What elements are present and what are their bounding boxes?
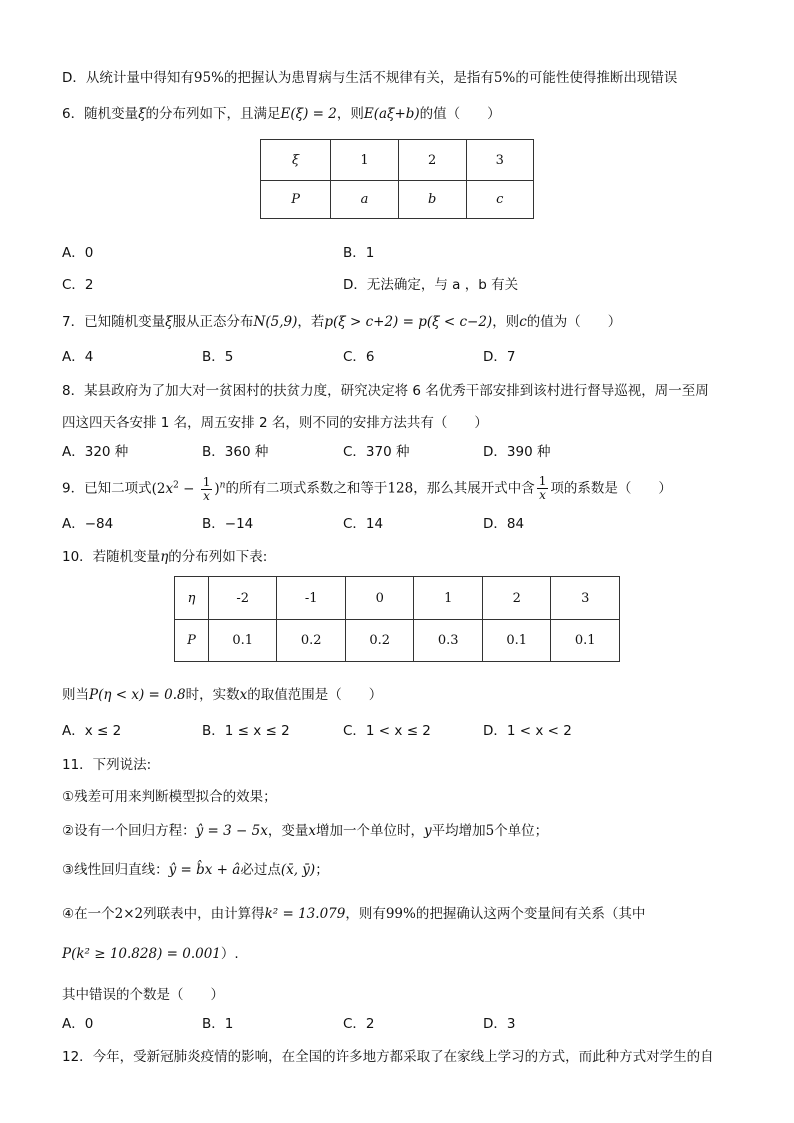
c-var: c	[519, 314, 527, 330]
table-cell: 1	[331, 140, 398, 181]
critical-prob: P(k² ≥ 10.828) = 0.001	[62, 946, 221, 962]
table-cell: P	[175, 620, 209, 662]
percent-5: 5%	[493, 70, 516, 86]
q11-statement-4-cont	[62, 942, 239, 962]
text: 个单位；	[494, 823, 549, 839]
table-cell: 0.1	[208, 620, 277, 662]
text: 增加一个单位时，	[315, 823, 424, 839]
table-cell: 0.2	[345, 620, 414, 662]
table-cell: 0.1	[482, 620, 551, 662]
table-cell: η	[175, 577, 209, 620]
table-cell: 0.2	[277, 620, 346, 662]
binomial-expr: ($2x^2$ − $\frac{1}{x}$ )$^n$	[151, 474, 226, 503]
text: 时，实数	[185, 687, 240, 703]
text: 的所有二项式系数之和等于	[225, 480, 388, 497]
table-cell: 1	[414, 577, 483, 620]
text: 的分布列如下表:	[168, 549, 268, 565]
table-cell: 0.3	[414, 620, 483, 662]
text: ④在一个	[62, 906, 115, 922]
q10-distribution-table	[174, 576, 620, 662]
q8-option-a[interactable]: A．320 种	[62, 444, 129, 460]
q11-option-b[interactable]: B．1	[202, 1016, 234, 1032]
text: 平均增加	[431, 823, 486, 839]
q7-option-c[interactable]: C．6	[343, 349, 375, 365]
q10-option-a[interactable]: A．x ≤ 2	[62, 723, 122, 739]
table-cell: b	[398, 181, 466, 219]
number: 5	[485, 823, 495, 839]
text: 的把握确认这两个变量间有关系（其中	[415, 906, 646, 922]
table-cell: 2	[482, 577, 551, 620]
text: ，那么其展开式中含	[413, 480, 535, 497]
q6-option-d[interactable]: D．无法确定，与 a ，b 有关	[343, 277, 519, 293]
q8-option-d[interactable]: D．390 种	[483, 444, 551, 460]
text: 10．若随机变量	[62, 549, 161, 565]
q6-number: 6．随机变量	[62, 106, 139, 122]
text: ，则有	[345, 906, 386, 922]
text: 的把握认为患胃病与生活不规律有关，是指有	[223, 70, 494, 86]
q8-option-c[interactable]: C．370 种	[343, 444, 410, 460]
expectation-cond: E(ξ) = 2	[280, 106, 337, 122]
text: D．从统计量中得知有	[62, 70, 194, 86]
q10-condition	[62, 683, 382, 703]
q11-statement-1: ①残差可用来判断模型拟合的效果；	[62, 789, 277, 805]
table-cell: 0.1	[551, 620, 620, 662]
k-squared: k² = 13.079	[264, 906, 346, 922]
text: 的取值范围是（ ）	[247, 687, 383, 703]
prob-cond: P(η < x) = 0.8	[89, 687, 186, 703]
q9-option-d[interactable]: D．84	[483, 516, 525, 532]
q6-distribution-table	[260, 139, 534, 219]
expectation-expr: E(aξ+b)	[363, 106, 420, 122]
text: 服从正态分布	[172, 314, 254, 330]
text: 7．已知随机变量	[62, 314, 166, 330]
q7-option-a[interactable]: A．4	[62, 349, 94, 365]
table-cell: c	[466, 181, 534, 219]
question-12-line1: 12．今年，受新冠肺炎疫情的影响，在全国的许多地方都采取了在家线上学习的方式，而此种方式对学生的自	[62, 1049, 714, 1065]
q6-option-c[interactable]: C．2	[62, 277, 94, 293]
q11-ask: 其中错误的个数是（ ）	[62, 987, 224, 1003]
text: ）.	[220, 946, 239, 962]
q9-option-c[interactable]: C．14	[343, 516, 384, 532]
q7-option-b[interactable]: B．5	[202, 349, 234, 365]
table-cell: 0	[345, 577, 414, 620]
coef-sum: 128	[387, 480, 414, 497]
percent-99: 99%	[385, 906, 416, 922]
question-8-line2: 四这四天各安排 1 名，周五安排 2 名，则不同的安排方法共有（ ）	[62, 415, 488, 431]
q10-option-b[interactable]: B．1 ≤ x ≤ 2	[202, 723, 290, 739]
text: 的分布列如下，且满足	[145, 106, 281, 122]
table-cell: P	[261, 181, 331, 219]
fraction-1-over-x: $\frac{1}{x}$	[538, 474, 547, 502]
text: 项的系数是（ ）	[550, 480, 672, 497]
table-cell: ξ	[261, 140, 331, 181]
prob-cond: p(ξ > c+2) = p(ξ < c−2)	[324, 314, 493, 330]
x-var: x	[308, 823, 316, 839]
text: ；	[315, 862, 329, 878]
text: ，则	[336, 106, 364, 122]
xi-var: ξ	[165, 314, 173, 330]
text: 必过点	[240, 862, 281, 878]
text: 的可能性使得推断出现错误	[515, 70, 678, 86]
q11-option-d[interactable]: D．3	[483, 1016, 516, 1032]
table-cell: -2	[208, 577, 277, 620]
table-cell: a	[331, 181, 398, 219]
q6-option-b[interactable]: B．1	[343, 245, 375, 261]
table-cell: 3	[466, 140, 534, 181]
text: ②设有一个回归方程：	[62, 823, 196, 839]
table-size: 2×2	[114, 906, 144, 922]
fraction-1-over-x: $\frac{1}{x}$	[202, 474, 211, 503]
table-cell: 3	[551, 577, 620, 620]
question-7	[62, 310, 621, 330]
question-8-line1: 8．某县政府为了加大对一贫困村的扶贫力度，研究决定将 6 名优秀干部安排到该村进行督导巡视，周一至周	[62, 383, 709, 399]
q11-option-c[interactable]: C．2	[343, 1016, 375, 1032]
center-point: (x̄, ȳ)	[280, 862, 316, 878]
text: ，若	[297, 314, 325, 330]
q7-option-d[interactable]: D．7	[483, 349, 516, 365]
percent-95: 95%	[193, 70, 224, 86]
question-6	[62, 102, 501, 122]
q11-option-a[interactable]: A．0	[62, 1016, 94, 1032]
y-var: y	[423, 823, 432, 839]
question-11-title: 11．下列说法:	[62, 757, 152, 773]
q8-option-b[interactable]: B．360 种	[202, 444, 269, 460]
option-d-statement	[62, 66, 677, 86]
text: 的值（ ）	[419, 106, 501, 122]
q6-option-a[interactable]: A．0	[62, 245, 94, 261]
q9-option-a[interactable]: A．−84	[62, 516, 114, 532]
text: 9．已知二项式	[62, 480, 152, 497]
q9-option-b[interactable]: B．−14	[202, 516, 254, 532]
eta-var: η	[160, 549, 169, 565]
x-var: x	[239, 687, 248, 703]
text: 则当	[62, 687, 89, 703]
text: ，变量	[267, 823, 309, 839]
text: ，则	[492, 314, 520, 330]
text: 的值为（ ）	[526, 314, 622, 330]
text: 列联表中，由计算得	[143, 906, 265, 922]
xi-var: ξ	[138, 106, 146, 122]
q11-statement-2	[62, 819, 548, 839]
q10-option-c[interactable]: C．1 < x ≤ 2	[343, 723, 431, 739]
q10-option-d[interactable]: D．1 < x < 2	[483, 723, 572, 739]
q11-statement-3	[62, 858, 329, 878]
normal-dist: N(5,9)	[253, 314, 298, 330]
text: ③线性回归直线：	[62, 862, 169, 878]
q11-statement-4	[62, 902, 645, 922]
table-cell: -1	[277, 577, 346, 620]
question-10	[62, 545, 267, 565]
question-9	[62, 470, 672, 504]
regression-eq: ŷ = 3 − 5x	[195, 823, 268, 839]
regression-line-eq: ŷ = b̂x + â	[168, 862, 241, 878]
table-cell: 2	[398, 140, 466, 181]
